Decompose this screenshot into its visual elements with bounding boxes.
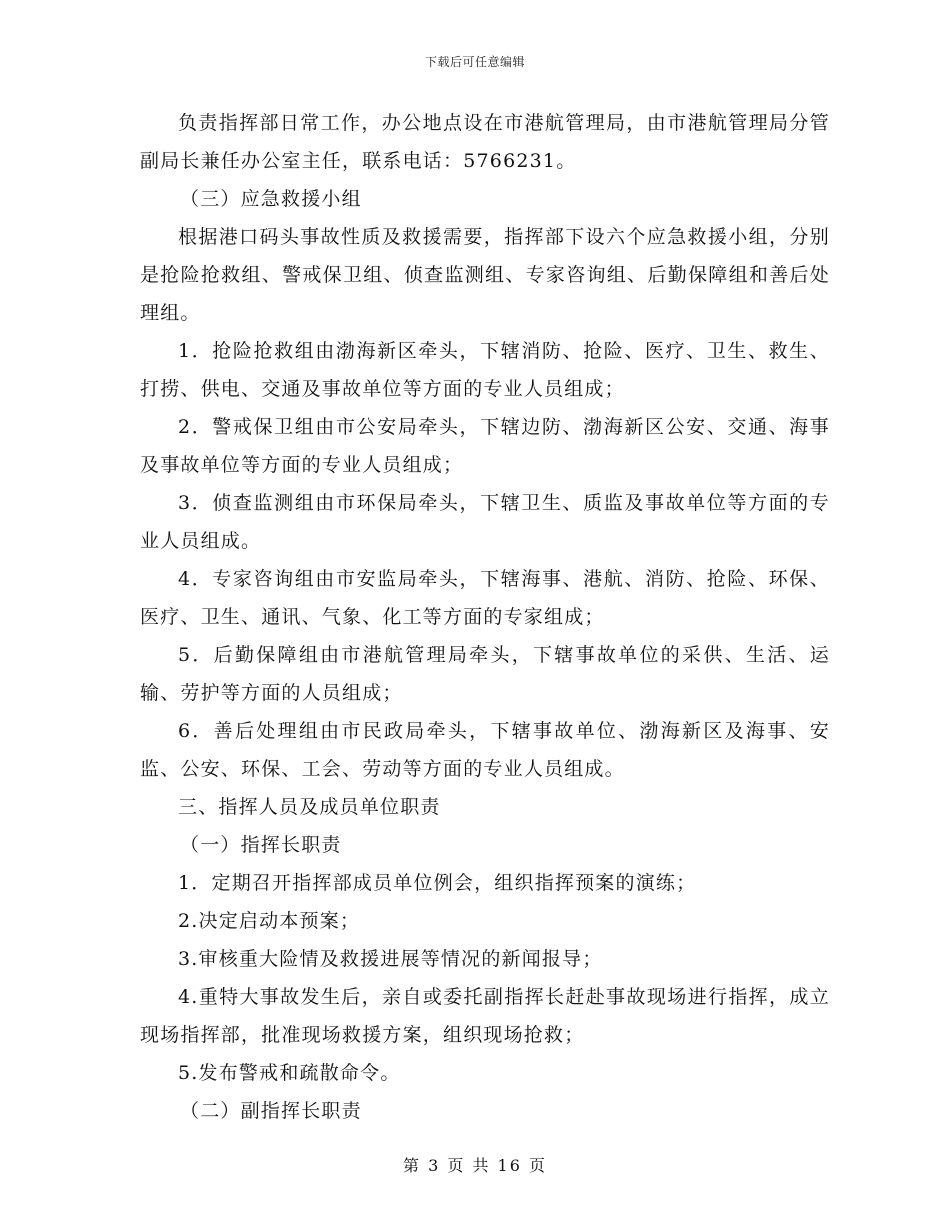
list-item-commander-duty-3: 3.审核重大险情及救援进展等情况的新闻报导； [178, 948, 603, 970]
document-body [140, 104, 830, 1130]
page-number-footer: 第 3 页 共 16 页 [403, 1156, 547, 1175]
paragraph-rescue-groups-intro: 根据港口码头事故性质及救援需要，指挥部下设六个应急救援小组，分别是抢险抢救组、警戒保卫组、侦查监测组、专家咨询组、后勤保障组和善后处理组。 [140, 226, 830, 324]
paragraph-office-duties: 负责指挥部日常工作，办公地点设在市港航管理局，由市港航管理局分管副局长兼任办公室主任，联系电话：5766231。 [140, 112, 830, 172]
section-heading-rescue-groups: （三）应急救援小组 [180, 188, 362, 210]
list-item-expert-group-4: 4．专家咨询组由市安监局牵头，下辖海事、港航、消防、抢险、环保、医疗、卫生、通讯、气象、化工等方面的专家组成； [140, 568, 830, 628]
list-item-commander-duty-5: 5.发布警戒和疏散命令。 [178, 1062, 401, 1084]
list-item-commander-duty-1: 1．定期召开指挥部成员单位例会，组织指挥预案的演练； [178, 872, 697, 894]
list-item-logistics-group-5: 5．后勤保障组由市港航管理局牵头，下辖事故单位的采供、生活、运输、劳护等方面的人员组成； [140, 644, 830, 704]
section-heading-duties: 三、指挥人员及成员单位职责 [178, 796, 441, 818]
list-item-security-group-2: 2．警戒保卫组由市公安局牵头，下辖边防、渤海新区公安、交通、海事及事故单位等方面的专业人员组成； [140, 416, 830, 476]
subsection-heading-deputy-duties: （二）副指挥长职责 [180, 1100, 362, 1122]
list-item-commander-duty-4: 4.重特大事故发生后，亲自或委托副指挥长赶赴事故现场进行指挥，成立现场指挥部，批准现场救援方案，组织现场抢救； [140, 986, 830, 1046]
list-item-monitoring-group-3: 3．侦查监测组由市环保局牵头，下辖卫生、质监及事故单位等方面的专业人员组成。 [140, 492, 830, 552]
list-item-commander-duty-2: 2.决定启动本预案； [178, 910, 361, 932]
page-header-note: 下载后可任意编辑 [424, 55, 525, 69]
subsection-heading-commander-duties: （一）指挥长职责 [180, 834, 342, 856]
list-item-aftermath-group-6: 6．善后处理组由市民政局牵头，下辖事故单位、渤海新区及海事、安监、公安、环保、工会、劳动等方面的专业人员组成。 [140, 720, 830, 780]
list-item-rescue-group-1: 1．抢险抢救组由渤海新区牵头，下辖消防、抢险、医疗、卫生、救生、打捞、供电、交通及事故单位等方面的专业人员组成； [140, 340, 830, 400]
